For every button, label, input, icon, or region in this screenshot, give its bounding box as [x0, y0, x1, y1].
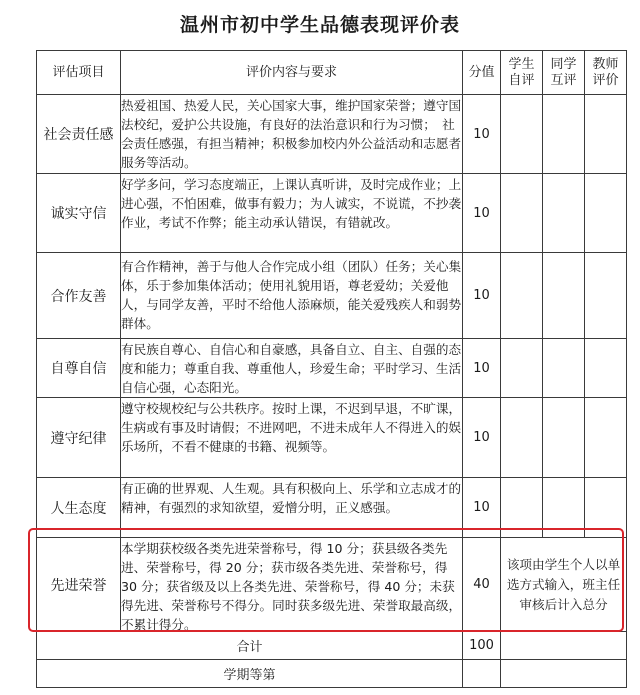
- self-eval-cell[interactable]: [501, 478, 543, 538]
- peer-eval-cell[interactable]: [543, 174, 585, 253]
- row-item: 先进荣誉: [37, 538, 121, 632]
- peer-eval-cell[interactable]: [543, 398, 585, 478]
- row-score: 40: [463, 538, 501, 632]
- header-score: 分值: [463, 51, 501, 95]
- teacher-eval-cell[interactable]: [585, 174, 627, 253]
- total-label: 合计: [37, 632, 463, 660]
- row-score: 10: [463, 398, 501, 478]
- row-item: 自尊自信: [37, 339, 121, 398]
- table-row: [37, 174, 627, 253]
- peer-eval-cell[interactable]: [543, 339, 585, 398]
- row-item: 诚实守信: [37, 174, 121, 253]
- self-eval-cell[interactable]: [501, 398, 543, 478]
- grade-eval-cell[interactable]: [501, 660, 627, 688]
- header-item: 评估项目: [37, 51, 121, 95]
- teacher-eval-cell[interactable]: [585, 95, 627, 174]
- row-content: 本学期获校级各类先进荣誉称号，得 10 分；获县级各类先进、荣誉称号，得 20 分；获市级各类先进、荣誉称号，得 30 分；获省级及以上各类先进、荣誉称号，得 40 分；未获得先进、荣誉称号不得分。同时获多级先进、荣誉取最高级，不累计得分。: [121, 540, 462, 631]
- row-content: 好学多问，学习态度端正，上课认真听讲，及时完成作业；上进心强，不怕困难，做事有毅力；为人诚实，不说谎，不抄袭作业，考试不作弊；能主动承认错误，有错就改。: [121, 177, 462, 230]
- total-eval-cell[interactable]: [501, 632, 627, 660]
- row-score: 10: [463, 95, 501, 174]
- row-content: 热爱祖国、热爱人民，关心国家大事，维护国家荣誉；遵守国法校纪，爱护公共设施，有良好的法治意识和行为习惯； 社会责任感强，有担当精神；积极参加校内外公益活动和志愿者服务等活动。: [121, 98, 462, 170]
- teacher-eval-cell[interactable]: [585, 398, 627, 478]
- row-item: 合作友善: [37, 253, 121, 339]
- peer-eval-cell[interactable]: [543, 95, 585, 174]
- table-row: [37, 253, 627, 339]
- evaluation-table: [36, 50, 627, 688]
- row-item: 遵守纪律: [37, 398, 121, 478]
- grade-score-cell[interactable]: [463, 660, 501, 688]
- table-row-highlighted: [37, 538, 627, 632]
- row-score: 10: [463, 339, 501, 398]
- peer-eval-cell[interactable]: [543, 478, 585, 538]
- teacher-eval-cell[interactable]: [585, 478, 627, 538]
- self-eval-cell[interactable]: [501, 253, 543, 339]
- teacher-eval-cell[interactable]: [585, 253, 627, 339]
- row-score: 10: [463, 174, 501, 253]
- total-score: 100: [463, 632, 501, 660]
- row-item: 社会责任感: [37, 95, 121, 174]
- table-row: [37, 478, 627, 538]
- peer-eval-cell[interactable]: [543, 253, 585, 339]
- header-peer-eval: 同学 互评: [543, 51, 585, 95]
- table-row: [37, 95, 627, 174]
- page-title: 温州市初中学生品德表现评价表: [179, 14, 460, 36]
- self-eval-cell[interactable]: [501, 174, 543, 253]
- header-row: [37, 51, 627, 95]
- header-self-eval: 学生 自评: [501, 51, 543, 95]
- grade-row: [37, 660, 627, 688]
- honor-note: 该项由学生个人以单选方式输入，班主任审核后计入总分: [501, 538, 627, 632]
- teacher-eval-cell[interactable]: [585, 339, 627, 398]
- row-content: 有合作精神，善于与他人合作完成小组（团队）任务；关心集体，乐于参加集体活动；使用礼貌用语，尊老爱幼；关爱他人，与同学友善，平时不给他人添麻烦，能关爱残疾人和弱势群体。: [121, 258, 462, 331]
- row-content: 遵守校规校纪与公共秩序。按时上课，不迟到早退，不旷课，生病或有事及时请假；不进网吧，不进未成年人不得进入的娱乐场所，不看不健康的书籍、视频等。: [121, 401, 462, 454]
- row-score: 10: [463, 253, 501, 339]
- self-eval-cell[interactable]: [501, 339, 543, 398]
- row-item: 人生态度: [37, 478, 121, 538]
- table-row: [37, 339, 627, 398]
- row-score: 10: [463, 478, 501, 538]
- self-eval-cell[interactable]: [501, 95, 543, 174]
- row-content: 有民族自尊心、自信心和自豪感，具备自立、自主、自强的态度和能力；尊重自我、尊重他人，珍爱生命；平时学习、生活自信心强，心态阳光。: [121, 341, 462, 395]
- row-content: 有正确的世界观、人生观。具有积极向上、乐学和立志成才的精神，有强烈的求知欲望，爱憎分明，正义感强。: [121, 481, 462, 515]
- grade-label: 学期等第: [37, 660, 463, 688]
- table-row: [37, 398, 627, 478]
- header-content: 评价内容与要求: [121, 51, 463, 95]
- header-teacher-eval: 教师 评价: [585, 51, 627, 95]
- total-row: [37, 632, 627, 660]
